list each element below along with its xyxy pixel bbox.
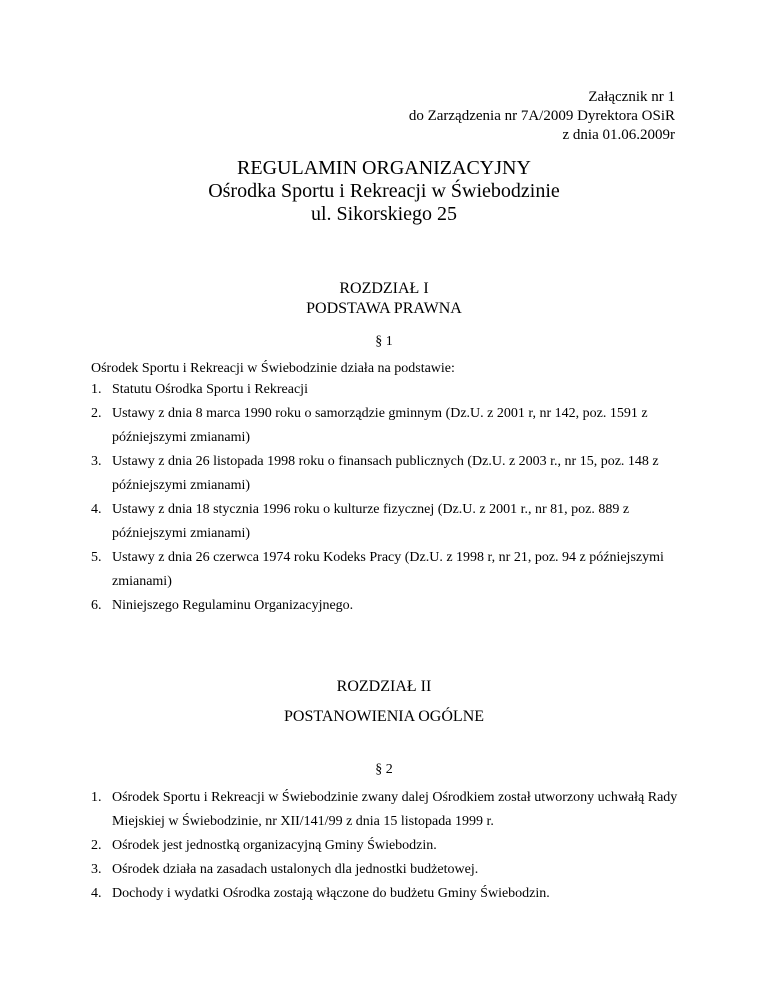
list-item <box>91 882 692 906</box>
paragraph-1-mark: § 1 <box>375 334 393 349</box>
list-item-number: 4. <box>91 502 102 517</box>
annex-line-1: Załącznik nr 1 <box>588 89 675 105</box>
list-item-text: Ośrodek Sportu i Rekreacji w Świebodzinie zwany dalej Ośrodkiem został utworzony uchwałą Rady Miejskiej w Świebodzinie, nr XII/141/99 z dnia 15 listopada 1999 r. <box>112 790 678 829</box>
list-item <box>91 834 692 858</box>
annex-line-3: z dnia 01.06.2009r <box>562 127 675 143</box>
list-item-number: 5. <box>91 550 102 565</box>
list-item-text: Dochody i wydatki Ośrodka zostają włączone do budżetu Gminy Świebodzin. <box>112 886 550 901</box>
list-item-number: 3. <box>91 454 102 469</box>
paragraph-2-mark: § 2 <box>375 762 393 777</box>
chapter-2-subheading: POSTANOWIENIA OGÓLNE <box>283 708 485 725</box>
list-item <box>91 858 692 882</box>
list-item-text: Ustawy z dnia 18 stycznia 1996 roku o kulturze fizycznej (Dz.U. z 2001 r., nr 81, poz. 889 z późniejszymi zmianami) <box>112 502 630 541</box>
list-item-text: Ustawy z dnia 8 marca 1990 roku o samorządzie gminnym (Dz.U. z 2001 r, nr 142, poz. 1591 z późniejszymi zmianami) <box>112 406 648 445</box>
chapter-2-heading: ROZDZIAŁ II <box>336 678 432 695</box>
annex-line-2: do Zarządzenia nr 7A/2009 Dyrektora OSiR <box>408 108 675 124</box>
title-line-1: REGULAMIN ORGANIZACYJNY <box>237 157 531 179</box>
list-item <box>91 546 692 594</box>
list-item-text: Ustawy z dnia 26 listopada 1998 roku o finansach publicznych (Dz.U. z 2003 r., nr 15, poz. 148 z późniejszymi zmianami) <box>112 454 659 493</box>
list-item-number: 3. <box>91 862 102 877</box>
chapter-1-subheading: PODSTAWA PRAWNA <box>306 300 462 317</box>
list-item <box>91 402 692 450</box>
title-line-2: Ośrodka Sportu i Rekreacji w Świebodzinie <box>208 180 560 202</box>
list-item <box>91 450 692 498</box>
list-item <box>91 786 692 834</box>
list-item-number: 6. <box>91 598 102 613</box>
chapter-1-list <box>91 378 692 618</box>
document-title <box>0 157 768 226</box>
title-line-3: ul. Sikorskiego 25 <box>310 203 458 225</box>
chapter-1-heading-block <box>0 279 768 319</box>
chapter-1-heading: ROZDZIAŁ I <box>339 280 429 297</box>
list-item <box>91 498 692 546</box>
list-item-text: Statutu Ośrodka Sportu i Rekreacji <box>112 382 308 397</box>
chapter-2-list <box>91 786 692 906</box>
list-item-text: Niniejszego Regulaminu Organizacyjnego. <box>112 598 354 613</box>
list-item <box>91 378 692 402</box>
chapter-1-intro: Ośrodek Sportu i Rekreacji w Świebodzinie działa na podstawie: <box>91 361 455 376</box>
list-item-number: 1. <box>91 790 102 805</box>
list-item-text: Ośrodek działa na zasadach ustalonych dla jednostki budżetowej. <box>112 862 479 877</box>
list-item-number: 2. <box>91 406 102 421</box>
list-item-text: Ustawy z dnia 26 czerwca 1974 roku Kodeks Pracy (Dz.U. z 1998 r, nr 21, poz. 94 z późniejszymi zmianami) <box>112 550 664 589</box>
annex-header <box>409 88 675 145</box>
list-item <box>91 594 692 618</box>
list-item-text: Ośrodek jest jednostką organizacyjną Gminy Świebodzin. <box>112 838 437 853</box>
list-item-number: 1. <box>91 382 102 397</box>
list-item-number: 4. <box>91 886 102 901</box>
list-item-number: 2. <box>91 838 102 853</box>
